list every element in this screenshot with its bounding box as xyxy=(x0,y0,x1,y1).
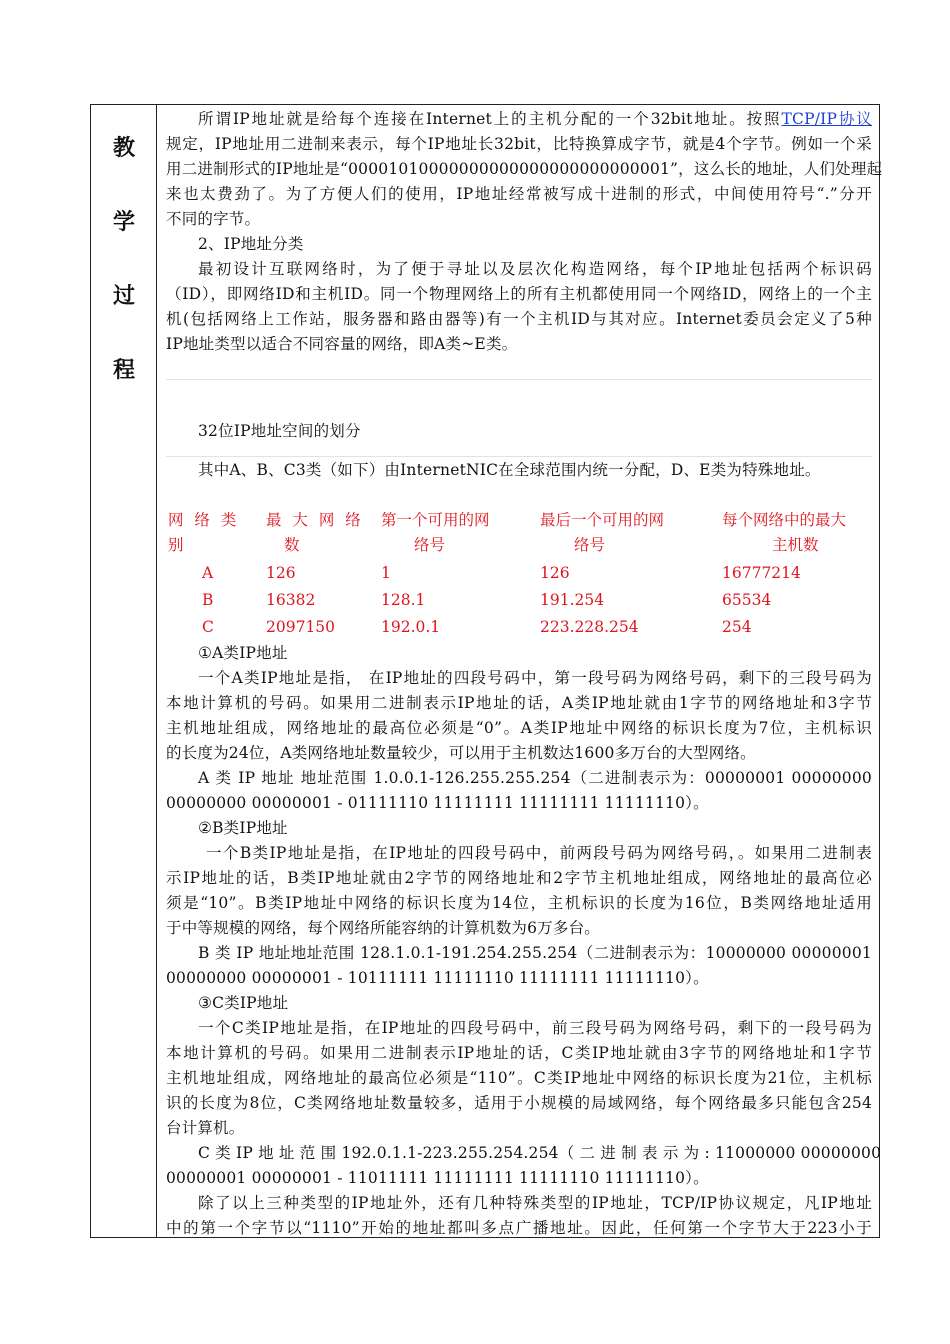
class-b-line: 示IP地址的话，B类IP地址就由2字节的网络地址和2字节主机地址组成，网络地址的最高位必 xyxy=(166,869,872,887)
class-a-line: 本地计算机的号码。如果用二进制表示IP地址的话，A类IP地址就由1字节的网络地址和3字节 xyxy=(166,694,872,712)
class-c-range: 00000001 00000001 - 11011111 11111111 11111110 11111110）。 xyxy=(166,1169,709,1187)
table-cell: 65534 xyxy=(722,591,772,609)
lesson-table xyxy=(90,104,883,1238)
divider xyxy=(166,456,872,457)
table-header: 网 络 类 xyxy=(168,511,240,529)
class-c-line: 台计算机。 xyxy=(166,1119,245,1137)
intro-line: 所谓IP地址就是给每个连接在Internet上的主机分配的一个32bit地址。按照TCP/IP协议 xyxy=(198,110,872,128)
classes-line: 机(包括网络上工作站，服务器和路由器等)有一个主机ID与其对应。Internet委员会定义了5种 xyxy=(166,310,872,328)
section-heading: 2、IP地址分类 xyxy=(198,235,304,253)
classes-line: IP地址类型以适合不同容量的网络，即A类~E类。 xyxy=(166,335,518,353)
class-a-line: 主机地址组成，网络地址的最高位必须是“0”。A类IP地址中网络的标识长度为7位，主机标识 xyxy=(166,719,872,737)
class-a-range: A 类 IP 地址 地址范围 1.0.0.1-126.255.255.254（二进制表示为：00000001 00000000 xyxy=(198,769,872,787)
class-b-line: 于中等规模的网络，每个网络所能容纳的计算机数为6万多台。 xyxy=(166,919,600,937)
table-cell: 223.228.254 xyxy=(540,618,639,636)
table-cell: 254 xyxy=(722,618,752,636)
class-b-range: 00000000 00000001 - 10111111 11111110 11111111 11111110）。 xyxy=(166,969,709,987)
class-c-line: 主机地址组成，网络地址的最高位必须是“110”。C类IP地址中网络的标识长度为21位，主机标 xyxy=(166,1069,872,1087)
side-heading-char: 过 xyxy=(112,284,135,309)
table-cell: 1 xyxy=(381,564,391,582)
divider xyxy=(166,379,872,380)
special-line: 除了以上三种类型的IP地址外，还有几种特殊类型的IP地址，TCP/IP协议规定，凡IP地址 xyxy=(198,1194,872,1212)
intro-line: 来也太费劲了。为了方便人们的使用，IP地址经常被写成十进制的形式，中间使用符号“.”分开 xyxy=(166,185,872,203)
allocation-note: 其中A、B、C3类（如下）由InternetNIC在全球范围内统一分配，D、E类为特殊地址。 xyxy=(198,461,821,479)
intro-line: 规定，IP地址用二进制来表示，每个IP地址长32bit，比特换算成字节，就是4个字节。例如一个采 xyxy=(166,135,872,153)
table-cell: B xyxy=(202,591,214,609)
table-cell: 16382 xyxy=(266,591,316,609)
table-cell: C xyxy=(202,618,214,636)
class-c-line: 识的长度为8位，C类网络地址数量较多，适用于小规模的局域网络，每个网络最多只能包含254 xyxy=(166,1094,872,1112)
table-cell: 16777214 xyxy=(722,564,801,582)
class-b-line: 一个B类IP地址是指，在IP地址的四段号码中，前两段号码为网络号码，。如果用二进制表 xyxy=(206,844,872,862)
space-caption: 32位IP地址空间的划分 xyxy=(198,422,361,440)
table-header: 主机数 xyxy=(772,536,819,554)
table-header: 最 大 网 络 xyxy=(266,511,364,529)
class-c-line: 本地计算机的号码。如果用二进制表示IP地址的话，C类IP地址就由3字节的网络地址和1字节 xyxy=(166,1044,872,1062)
table-header: 数 xyxy=(284,536,300,554)
table-cell: A xyxy=(202,564,214,582)
class-b-line: 须是“10”。B类IP地址中网络的标识长度为14位，主机标识的长度为16位，B类网络地址适用 xyxy=(166,894,872,912)
side-heading-char: 教 xyxy=(112,136,135,161)
class-b-range: B 类 IP 地址地址范围 128.1.0.1-191.254.255.254（二进制表示为：10000000 00000001 xyxy=(198,944,872,962)
table-cell: 2097150 xyxy=(266,618,336,636)
side-heading-char: 学 xyxy=(112,210,135,235)
classes-line: 最初设计互联网络时，为了便于寻址以及层次化构造网络，每个IP地址包括两个标识码 xyxy=(198,260,872,278)
class-c-title: ③C类IP地址 xyxy=(198,994,289,1012)
table-cell: 192.0.1 xyxy=(381,618,441,636)
intro-line: 不同的字节。 xyxy=(166,210,261,228)
table-header: 每个网络中的最大 xyxy=(722,511,847,529)
class-a-range: 00000000 00000001 - 01111110 11111111 11111111 11111110）。 xyxy=(166,794,709,812)
class-a-line: 一个A类IP地址是指， 在IP地址的四段号码中，第一段号码为网络号码，剩下的三段号码为 xyxy=(198,669,872,687)
classes-line: （ID），即网络ID和主机ID。同一个物理网络上的所有主机都使用同一个网络ID，网络上的一个主 xyxy=(166,285,872,303)
table-header: 络号 xyxy=(574,536,606,554)
table-header: 络号 xyxy=(414,536,446,554)
class-b-title: ②B类IP地址 xyxy=(198,819,288,837)
tcp-ip-link[interactable]: TCP/IP协议 xyxy=(781,110,872,128)
table-header: 最后一个可用的网 xyxy=(540,511,665,529)
table-header: 第一个可用的网 xyxy=(381,511,490,529)
class-c-range: C 类 IP 地 址 范 围 192.0.1.1-223.255.254.254（ 二 进 制 表 示 为 : 11000000 00000000 xyxy=(198,1144,882,1162)
table-cell: 191.254 xyxy=(540,591,605,609)
class-c-line: 一个C类IP地址是指，在IP地址的四段号码中，前三段号码为网络号码，剩下的一段号码为 xyxy=(198,1019,872,1037)
table-cell: 128.1 xyxy=(381,591,426,609)
class-a-line: 的长度为24位，A类网络地址数量较少，可以用于主机数达1600多万台的大型网络。 xyxy=(166,744,756,762)
side-heading-char: 程 xyxy=(112,358,135,383)
table-header: 别 xyxy=(168,536,184,554)
class-a-title: ①A类IP地址 xyxy=(198,644,288,662)
side-heading-column xyxy=(91,105,157,1237)
table-cell: 126 xyxy=(540,564,570,582)
table-cell: 126 xyxy=(266,564,296,582)
special-line: 中的第一个字节以“1110”开始的地址都叫多点广播地址。因此，任何第一个字节大于223小于 xyxy=(166,1219,872,1237)
intro-line: 用二进制形式的IP地址是“00001010000000000000000000000001”，这么长的地址，人们处理起 xyxy=(166,160,883,178)
